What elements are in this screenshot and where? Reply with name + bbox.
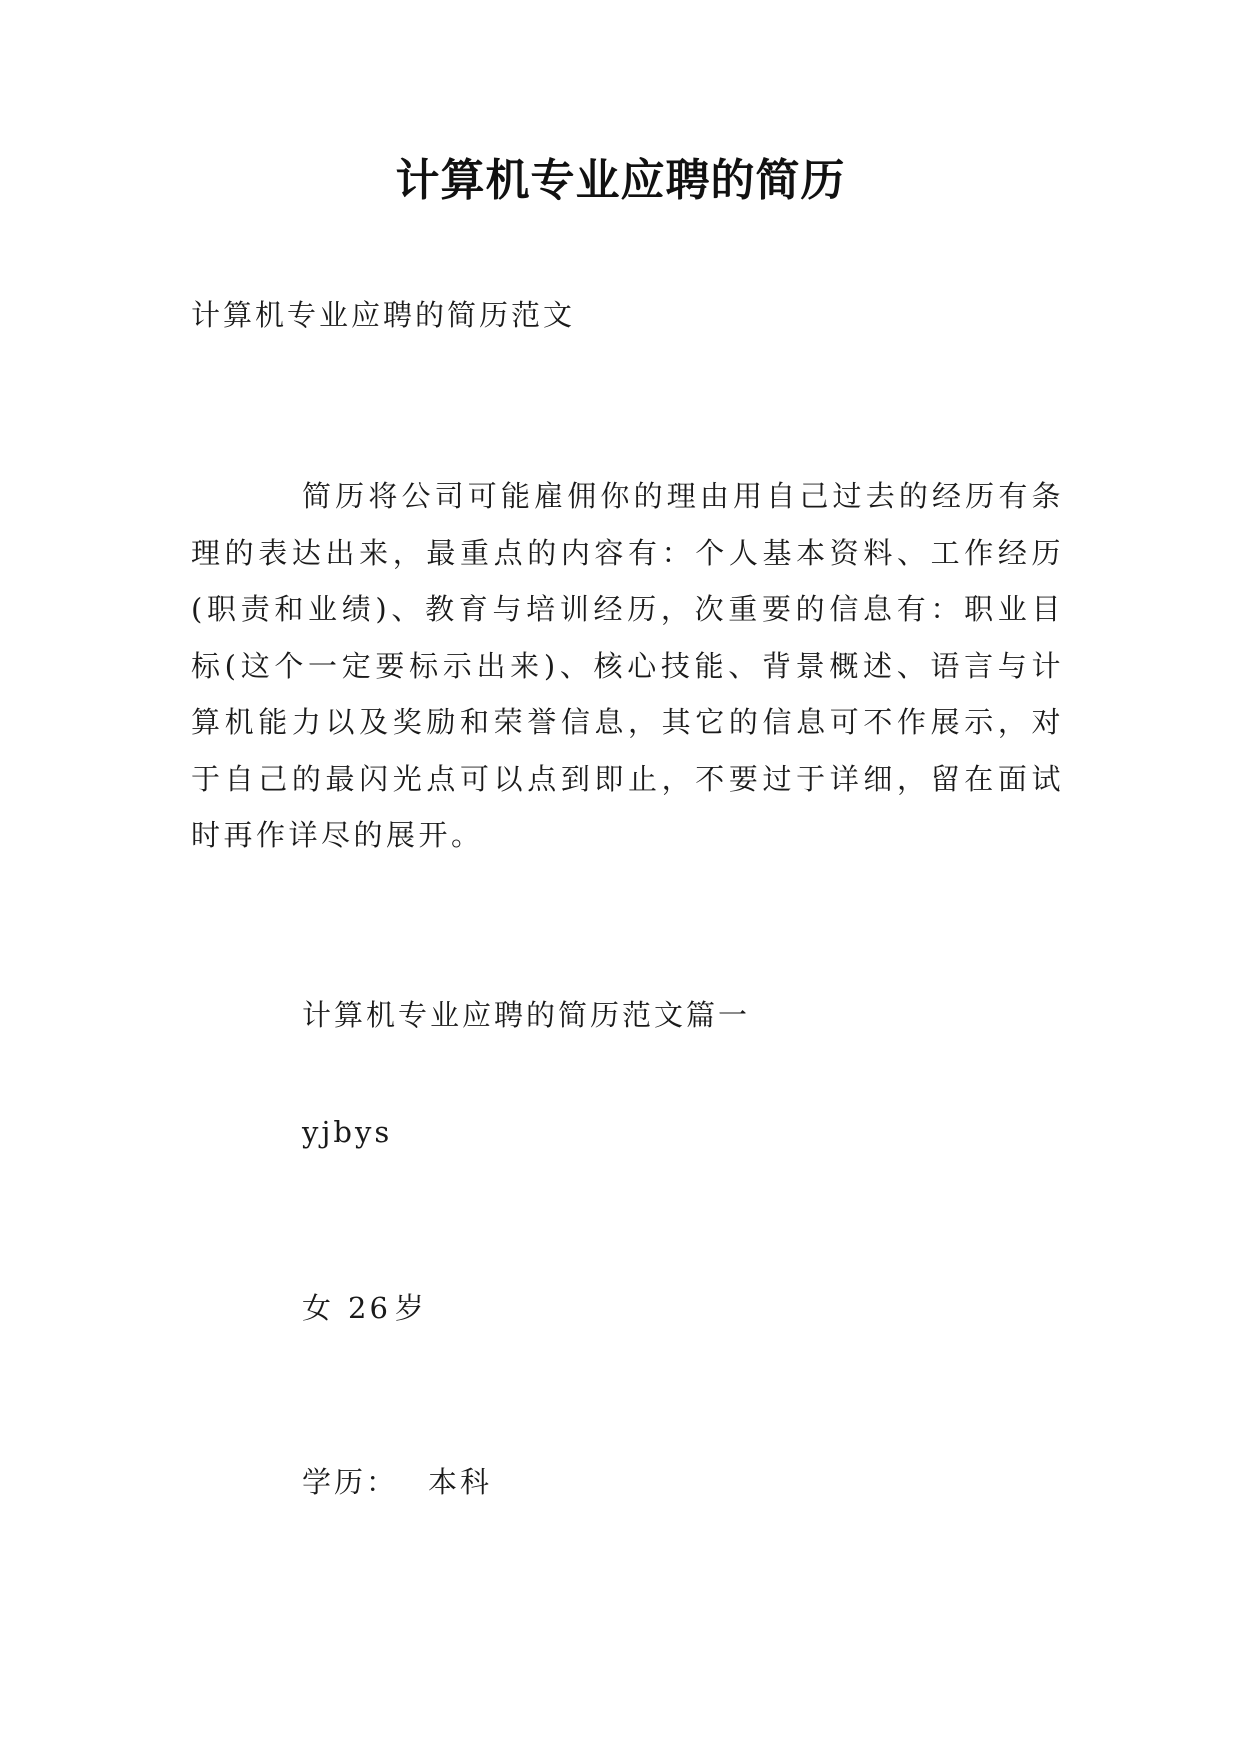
education-label: 学历： [302,1465,399,1499]
gender-age-line [302,1288,427,1328]
section-heading: 计算机专业应聘的简历范文篇一 [302,998,751,1032]
age-unit: 岁 [394,1291,427,1325]
age-value: 26 [348,1291,391,1325]
document-subtitle: 计算机专业应聘的简历范文 [191,298,576,332]
document-title: 计算机专业应聘的简历 [395,155,846,206]
intro-paragraph: 简历将公司可能雇佣你的理由用自己过去的经历有条理的表达出来，最重点的内容有：个人基本资料、工作经历(职责和业绩)、教育与培训经历，次重要的信息有：职业目标(这个一定要标示出来)、核心技能、背景概述、语言与计算机能力以及奖励和荣誉信息，其它的信息可不作展示，对于自己的最闪光点可以点到即止，不要过于详细，留在面试时再作详尽的展开。 [191,479,1064,852]
education-line [302,1462,492,1502]
education-value: 本科 [428,1465,493,1499]
candidate-name: yjbys [302,1115,393,1149]
gender-value: 女 [302,1291,335,1325]
